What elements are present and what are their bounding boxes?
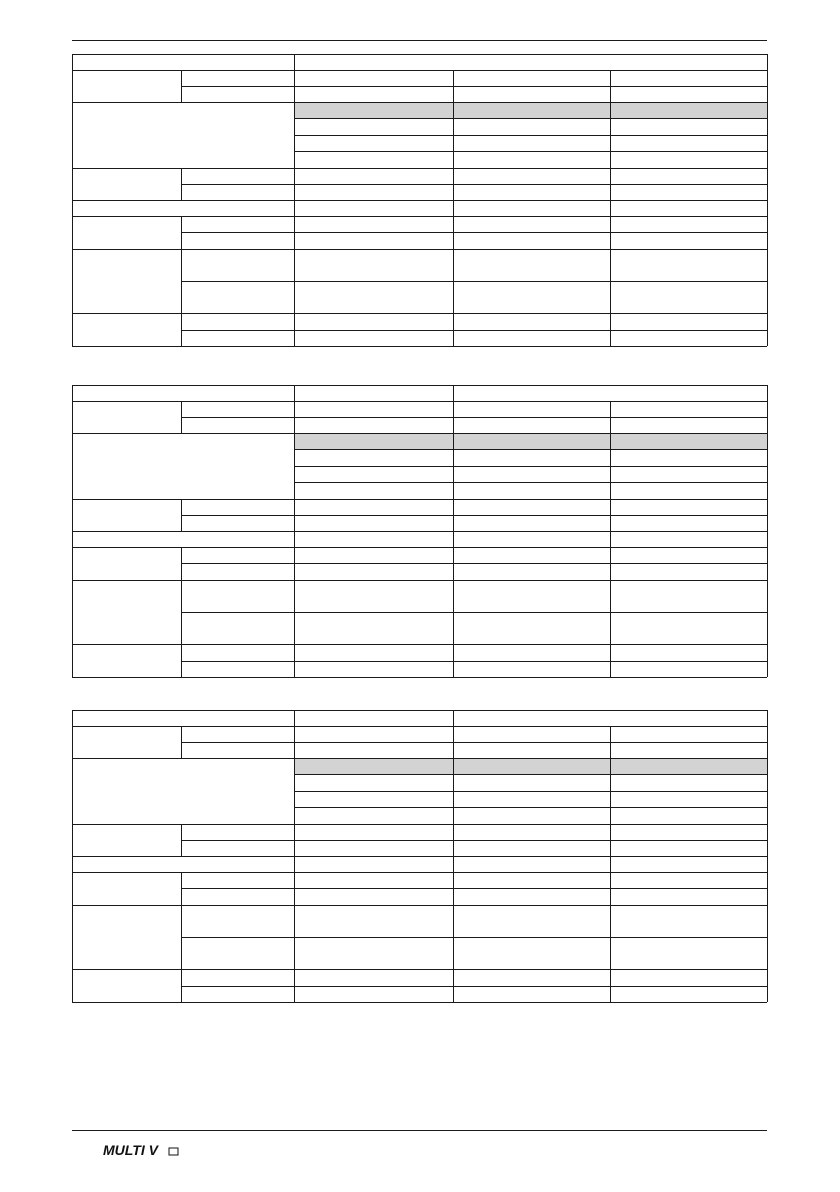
svg-text:MULTI V: MULTI V	[103, 1142, 158, 1158]
footer-rule	[72, 1130, 767, 1131]
table-shaded-row	[294, 758, 767, 774]
multi-v-logo-icon	[103, 1140, 183, 1160]
